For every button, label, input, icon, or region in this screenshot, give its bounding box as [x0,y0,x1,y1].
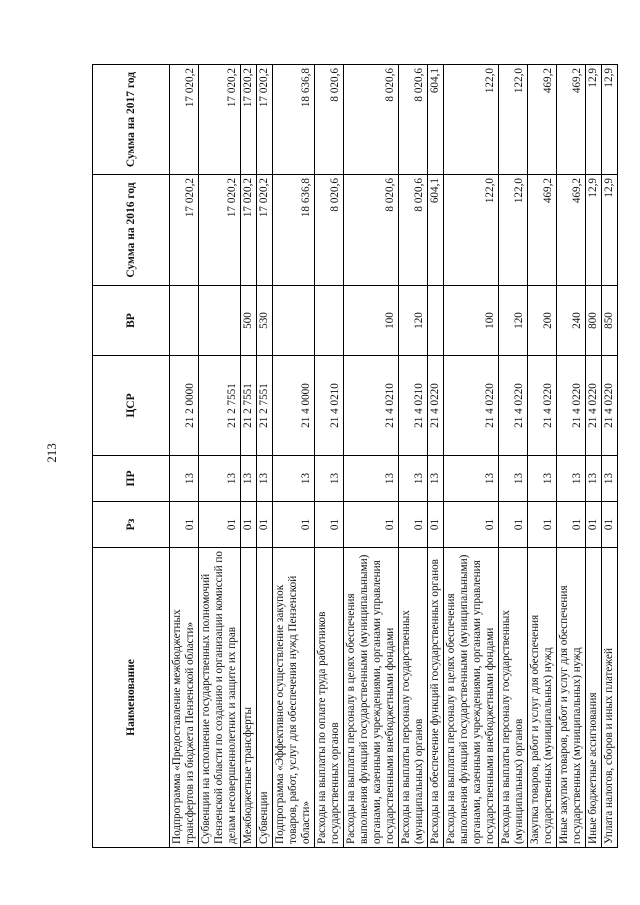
cell-name: Подпрограмма «Эффективное осуществление закупок товаров, работ, услуг для обеспечения нужд Пензенской области» [273,548,315,848]
cell-name: Межбюджетные трансферты [241,548,257,848]
cell-sum-2017: 17 020,2 [257,65,273,175]
cell-csr: 21 4 0220 [557,356,586,456]
cell-csr: 21 4 0000 [273,356,315,456]
header-rz: Рз [93,502,170,548]
cell-sum-2017: 8 020,6 [344,65,399,175]
cell-name: Расходы на выплаты персоналу государственных (муниципальных) органов [499,548,528,848]
cell-csr: 21 4 0210 [399,356,428,456]
cell-name: Иные бюджетные ассигнования [586,548,602,848]
cell-name: Расходы на выплаты персоналу в целях обеспечения выполнения функций государственными (муниципальными) органами, казенными учреждениями, органами управления государственными внебюджетными фондами [444,548,499,848]
cell-pr: 13 [499,456,528,502]
cell-sum-2016: 604,1 [428,175,444,286]
cell-csr: 21 4 0220 [444,356,499,456]
cell-pr: 13 [257,456,273,502]
cell-name: Расходы на выплаты по оплате труда работников государственных органов [315,548,344,848]
cell-name: Субвенции [257,548,273,848]
cell-rz: 01 [344,502,399,548]
table-row [170,65,199,848]
table-row [428,65,444,848]
cell-sum-2016: 17 020,2 [199,175,241,286]
cell-vr: 120 [399,286,428,356]
cell-sum-2016: 8 020,6 [315,175,344,286]
header-sum-2017: Сумма на 2017 год [93,65,170,175]
cell-vr [170,286,199,356]
cell-name: Подпрограмма «Предоставление межбюджетных трансфертов из бюджета Пензенской области» [170,548,199,848]
cell-rz: 01 [444,502,499,548]
cell-rz: 01 [273,502,315,548]
table-row [444,65,499,848]
cell-pr: 13 [444,456,499,502]
cell-pr: 13 [273,456,315,502]
cell-name: Расходы на выплаты персоналу государственных (муниципальных) органов [399,548,428,848]
cell-sum-2016: 18 636,8 [273,175,315,286]
cell-sum-2016: 122,0 [499,175,528,286]
cell-sum-2016: 17 020,2 [170,175,199,286]
cell-sum-2017: 17 020,2 [199,65,241,175]
cell-pr: 13 [170,456,199,502]
cell-name: Расходы на обеспечение функций государственных органов [428,548,444,848]
table-row [586,65,602,848]
cell-vr: 850 [602,286,618,356]
cell-rz: 01 [602,502,618,548]
budget-table [92,64,618,848]
cell-sum-2016: 8 020,6 [399,175,428,286]
header-csr: ЦСР [93,356,170,456]
cell-sum-2017: 469,2 [557,65,586,175]
cell-vr: 100 [444,286,499,356]
cell-rz: 01 [315,502,344,548]
cell-pr: 13 [399,456,428,502]
cell-pr: 13 [428,456,444,502]
cell-csr: 21 4 0210 [344,356,399,456]
table-row [273,65,315,848]
table-row [499,65,528,848]
table-row [257,65,273,848]
cell-vr [428,286,444,356]
cell-csr: 21 4 0220 [602,356,618,456]
cell-sum-2016: 17 020,2 [257,175,273,286]
table-row [315,65,344,848]
cell-sum-2016: 17 020,2 [241,175,257,286]
table-row [344,65,399,848]
cell-sum-2017: 8 020,6 [399,65,428,175]
cell-pr: 13 [241,456,257,502]
header-sum-2016: Сумма на 2016 год [93,175,170,286]
cell-pr: 13 [344,456,399,502]
cell-sum-2017: 8 020,6 [315,65,344,175]
cell-name: Расходы на выплаты персоналу в целях обеспечения выполнения функций государственными (муниципальными) органами, казенными учреждениями, органами управления государственными внебюджетными фондами [344,548,399,848]
table-body [170,65,618,848]
cell-sum-2016: 469,2 [557,175,586,286]
cell-csr: 21 4 0220 [428,356,444,456]
cell-vr: 500 [241,286,257,356]
table-row [557,65,586,848]
cell-rz: 01 [499,502,528,548]
cell-sum-2017: 122,0 [499,65,528,175]
cell-rz: 01 [399,502,428,548]
cell-vr [199,286,241,356]
cell-csr: 21 4 0220 [499,356,528,456]
cell-pr: 13 [557,456,586,502]
cell-rz: 01 [557,502,586,548]
cell-sum-2016: 122,0 [444,175,499,286]
cell-rz: 01 [199,502,241,548]
cell-csr: 21 2 7551 [199,356,241,456]
cell-vr: 120 [499,286,528,356]
table-row [528,65,557,848]
table-row [241,65,257,848]
cell-pr: 13 [315,456,344,502]
cell-sum-2017: 469,2 [528,65,557,175]
cell-name: Закупка товаров, работ и услуг для обеспечения государственных (муниципальных) нужд [528,548,557,848]
cell-vr [273,286,315,356]
table-row [399,65,428,848]
cell-vr [315,286,344,356]
table-row [199,65,241,848]
cell-rz: 01 [241,502,257,548]
table-row [602,65,618,848]
cell-vr: 800 [586,286,602,356]
cell-csr: 21 4 0220 [586,356,602,456]
header-row [93,65,170,848]
header-name: Наименование [93,548,170,848]
cell-pr: 13 [199,456,241,502]
cell-vr: 240 [557,286,586,356]
cell-sum-2016: 12,9 [602,175,618,286]
cell-sum-2017: 12,9 [602,65,618,175]
cell-vr: 200 [528,286,557,356]
header-vr: ВР [93,286,170,356]
cell-csr: 21 4 0210 [315,356,344,456]
cell-pr: 13 [602,456,618,502]
cell-rz: 01 [257,502,273,548]
cell-sum-2016: 469,2 [528,175,557,286]
header-pr: ПР [93,456,170,502]
cell-sum-2017: 18 636,8 [273,65,315,175]
cell-csr: 21 2 7551 [241,356,257,456]
cell-sum-2017: 12,9 [586,65,602,175]
cell-name: Иные закупки товаров, работ и услуг для обеспечения государственных (муниципальных) нужд [557,548,586,848]
cell-rz: 01 [428,502,444,548]
cell-pr: 13 [586,456,602,502]
cell-rz: 01 [586,502,602,548]
page-number: 213 [44,443,59,463]
cell-csr: 21 4 0220 [528,356,557,456]
cell-vr: 530 [257,286,273,356]
budget-table-container [92,65,615,848]
cell-name: Уплата налогов, сборов и иных платежей [602,548,618,848]
cell-rz: 01 [170,502,199,548]
cell-vr: 100 [344,286,399,356]
cell-rz: 01 [528,502,557,548]
cell-sum-2017: 17 020,2 [170,65,199,175]
cell-sum-2016: 12,9 [586,175,602,286]
cell-sum-2017: 17 020,2 [241,65,257,175]
cell-sum-2016: 8 020,6 [344,175,399,286]
cell-sum-2017: 604,1 [428,65,444,175]
cell-csr: 21 2 0000 [170,356,199,456]
cell-csr: 21 2 7551 [257,356,273,456]
cell-name: Субвенции на исполнение государственных полномочий Пензенской области по созданию и организации комиссий по делам несовершеннолетних и защите их прав [199,548,241,848]
cell-pr: 13 [528,456,557,502]
cell-sum-2017: 122,0 [444,65,499,175]
